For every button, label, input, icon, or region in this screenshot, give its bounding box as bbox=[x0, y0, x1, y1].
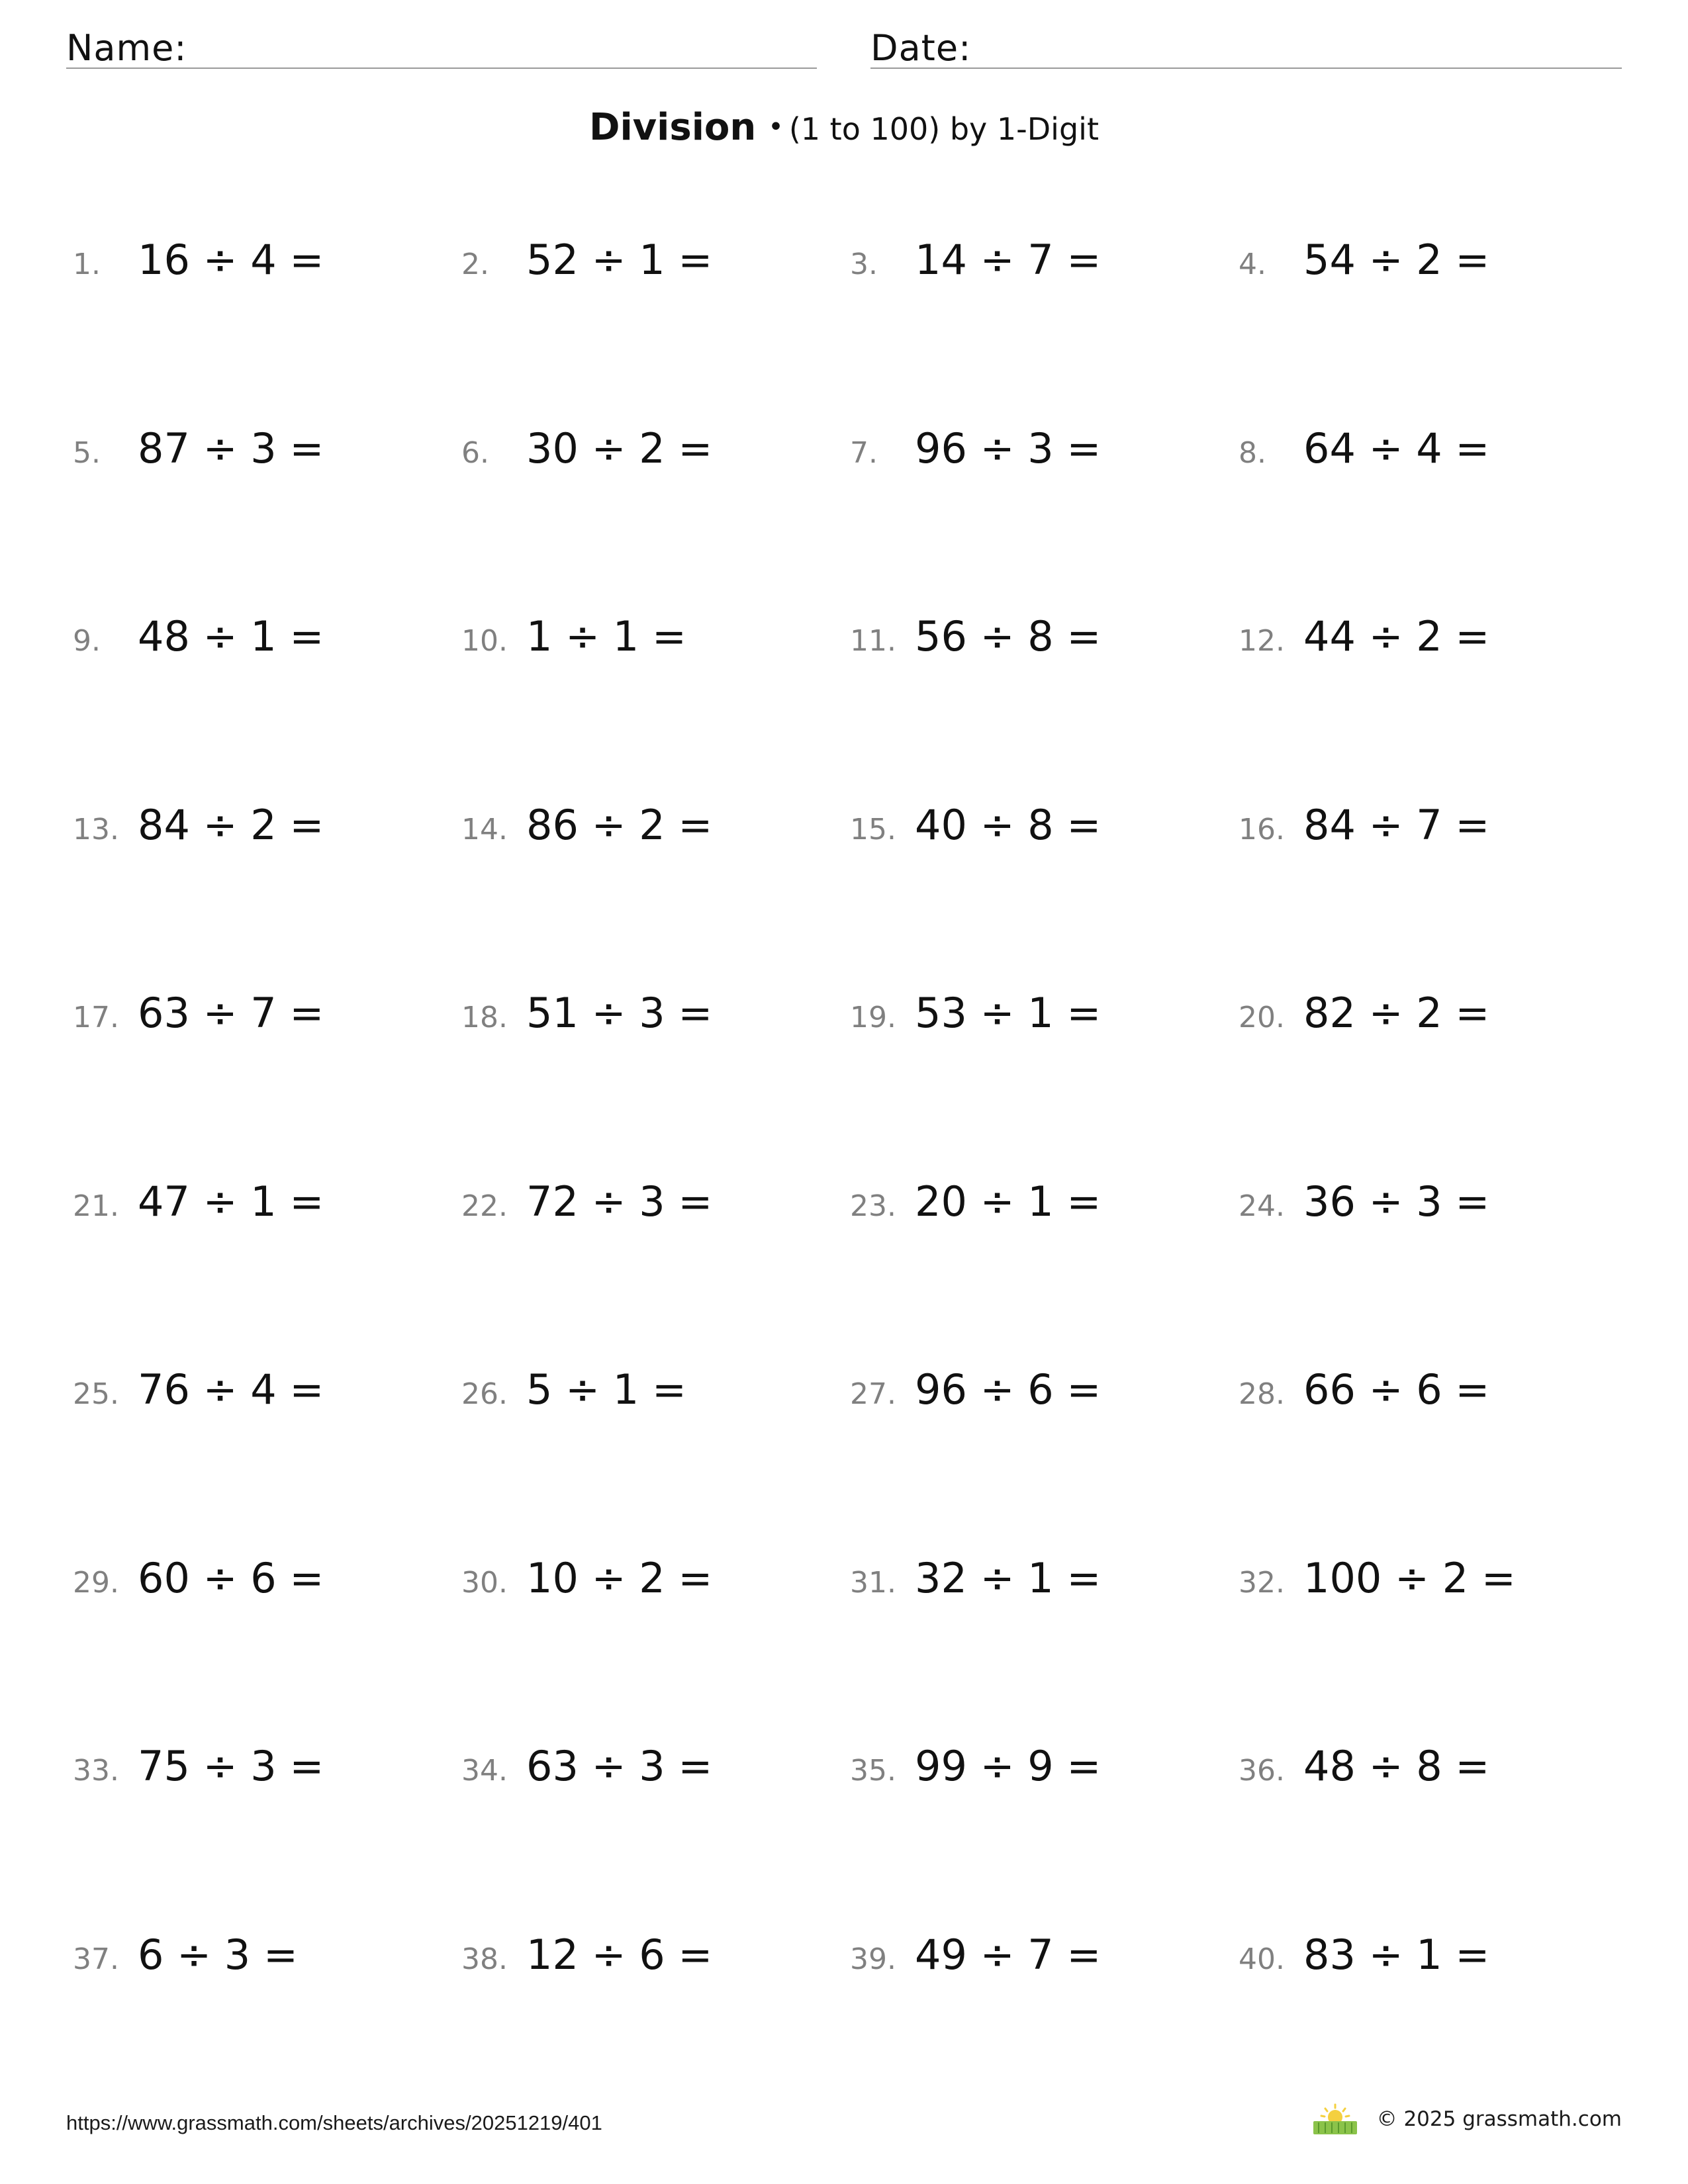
problem-expression: 40 ÷ 8 = bbox=[915, 800, 1102, 849]
problem-expression: 10 ÷ 2 = bbox=[526, 1553, 713, 1602]
problem-expression: 36 ÷ 3 = bbox=[1303, 1177, 1490, 1226]
problem-number: 18. bbox=[461, 1001, 508, 1034]
problem-item bbox=[73, 801, 461, 989]
problem-number: 13. bbox=[73, 812, 119, 846]
problem-number: 29. bbox=[73, 1565, 119, 1600]
problem-expression: 48 ÷ 1 = bbox=[138, 612, 324, 660]
problem-row bbox=[73, 612, 1628, 801]
problem-expression: 32 ÷ 1 = bbox=[915, 1553, 1102, 1602]
problem-expression: 16 ÷ 4 = bbox=[138, 236, 324, 284]
problem-number: 1. bbox=[73, 248, 101, 281]
problem-item bbox=[73, 612, 461, 801]
problem-number: 27. bbox=[850, 1377, 896, 1411]
problem-expression: 99 ÷ 9 = bbox=[915, 1742, 1102, 1790]
problem-item bbox=[850, 1177, 1239, 1366]
problem-number: 12. bbox=[1239, 624, 1285, 658]
problem-item bbox=[461, 1365, 850, 1554]
problem-expression: 20 ÷ 1 = bbox=[915, 1177, 1102, 1226]
problem-item bbox=[850, 1365, 1239, 1554]
problem-item bbox=[1239, 1177, 1627, 1366]
problem-row bbox=[73, 989, 1628, 1177]
problem-item bbox=[850, 1742, 1239, 1931]
problem-row bbox=[73, 1931, 1628, 2119]
footer-url: https://www.grassmath.com/sheets/archives/20251219/401 bbox=[66, 2111, 602, 2134]
footer-copyright: © 2025 grassmath.com bbox=[1376, 2107, 1622, 2131]
problem-row bbox=[73, 1365, 1628, 1554]
problem-expression: 63 ÷ 3 = bbox=[526, 1742, 713, 1790]
problem-expression: 6 ÷ 3 = bbox=[138, 1930, 298, 1979]
problem-number: 11. bbox=[850, 624, 896, 658]
problem-item bbox=[1239, 1365, 1627, 1554]
problem-expression: 12 ÷ 6 = bbox=[526, 1930, 713, 1979]
problem-expression: 96 ÷ 6 = bbox=[915, 1365, 1102, 1414]
problem-item bbox=[850, 1554, 1239, 1743]
problem-expression: 53 ÷ 1 = bbox=[915, 989, 1102, 1037]
problem-number: 38. bbox=[461, 1942, 508, 1976]
problem-expression: 49 ÷ 7 = bbox=[915, 1930, 1102, 1979]
problem-row bbox=[73, 1177, 1628, 1366]
problem-item bbox=[73, 1365, 461, 1554]
problem-item bbox=[1239, 1931, 1627, 2119]
problem-item bbox=[1239, 989, 1627, 1177]
problem-expression: 83 ÷ 1 = bbox=[1303, 1930, 1490, 1979]
problem-number: 10. bbox=[461, 624, 508, 658]
problem-row bbox=[73, 424, 1628, 613]
problem-expression: 1 ÷ 1 = bbox=[526, 612, 686, 660]
problem-item bbox=[1239, 801, 1627, 989]
problem-item bbox=[461, 1554, 850, 1743]
problem-number: 34. bbox=[461, 1754, 508, 1788]
problem-number: 14. bbox=[461, 812, 508, 846]
problem-item bbox=[461, 1177, 850, 1366]
problem-item bbox=[73, 1554, 461, 1743]
problem-number: 9. bbox=[73, 624, 101, 658]
problem-number: 5. bbox=[73, 435, 101, 470]
problem-number: 17. bbox=[73, 1001, 119, 1034]
footer-brand bbox=[1312, 2103, 1622, 2136]
problem-number: 19. bbox=[850, 1001, 896, 1034]
problem-number: 31. bbox=[850, 1565, 896, 1600]
problem-expression: 48 ÷ 8 = bbox=[1303, 1742, 1490, 1790]
problem-number: 3. bbox=[850, 248, 878, 281]
problem-expression: 76 ÷ 4 = bbox=[138, 1365, 324, 1414]
problem-expression: 54 ÷ 2 = bbox=[1303, 236, 1490, 284]
problem-expression: 82 ÷ 2 = bbox=[1303, 989, 1490, 1037]
problem-expression: 5 ÷ 1 = bbox=[526, 1365, 686, 1414]
problem-item bbox=[1239, 1554, 1627, 1743]
problem-expression: 96 ÷ 3 = bbox=[915, 424, 1102, 473]
problem-expression: 100 ÷ 2 = bbox=[1303, 1553, 1516, 1602]
problem-grid bbox=[73, 236, 1628, 2118]
problem-row bbox=[73, 236, 1628, 424]
problem-number: 2. bbox=[461, 248, 489, 281]
problem-expression: 30 ÷ 2 = bbox=[526, 424, 713, 473]
problem-expression: 87 ÷ 3 = bbox=[138, 424, 324, 473]
problem-expression: 86 ÷ 2 = bbox=[526, 800, 713, 849]
problem-number: 33. bbox=[73, 1754, 119, 1788]
problem-item bbox=[850, 236, 1239, 424]
problem-expression: 51 ÷ 3 = bbox=[526, 989, 713, 1037]
problem-number: 35. bbox=[850, 1754, 896, 1788]
problem-item bbox=[850, 424, 1239, 613]
problem-expression: 14 ÷ 7 = bbox=[915, 236, 1102, 284]
problem-expression: 66 ÷ 6 = bbox=[1303, 1365, 1490, 1414]
problem-item bbox=[461, 801, 850, 989]
problem-item bbox=[461, 989, 850, 1177]
problem-expression: 52 ÷ 1 = bbox=[526, 236, 713, 284]
problem-row bbox=[73, 801, 1628, 989]
name-label: Name: bbox=[66, 27, 187, 69]
date-field bbox=[870, 25, 1622, 69]
problem-number: 23. bbox=[850, 1189, 896, 1223]
problem-item bbox=[461, 612, 850, 801]
problem-number: 32. bbox=[1239, 1565, 1285, 1600]
problem-expression: 63 ÷ 7 = bbox=[138, 989, 324, 1037]
grass-sun-logo-icon bbox=[1312, 2103, 1358, 2136]
problem-number: 4. bbox=[1239, 248, 1266, 281]
problem-number: 30. bbox=[461, 1565, 508, 1600]
problem-number: 15. bbox=[850, 812, 896, 846]
problem-item bbox=[461, 424, 850, 613]
problem-expression: 60 ÷ 6 = bbox=[138, 1553, 324, 1602]
problem-number: 20. bbox=[1239, 1001, 1285, 1034]
problem-expression: 56 ÷ 8 = bbox=[915, 612, 1102, 660]
problem-expression: 84 ÷ 7 = bbox=[1303, 800, 1490, 849]
problem-expression: 64 ÷ 4 = bbox=[1303, 424, 1490, 473]
problem-expression: 84 ÷ 2 = bbox=[138, 800, 324, 849]
problem-item bbox=[1239, 236, 1627, 424]
problem-row bbox=[73, 1554, 1628, 1743]
problem-item bbox=[73, 1742, 461, 1931]
problem-item bbox=[461, 1742, 850, 1931]
problem-number: 8. bbox=[1239, 435, 1266, 470]
problem-item bbox=[461, 1931, 850, 2119]
problem-number: 7. bbox=[850, 435, 878, 470]
problem-number: 28. bbox=[1239, 1377, 1285, 1411]
name-field bbox=[66, 25, 817, 69]
problem-number: 6. bbox=[461, 435, 489, 470]
title-bullet: • bbox=[768, 112, 784, 142]
problem-item bbox=[850, 1931, 1239, 2119]
problem-number: 25. bbox=[73, 1377, 119, 1411]
problem-item bbox=[73, 236, 461, 424]
problem-item bbox=[850, 612, 1239, 801]
problem-item bbox=[1239, 1742, 1627, 1931]
problem-item bbox=[850, 801, 1239, 989]
problem-number: 39. bbox=[850, 1942, 896, 1976]
problem-item bbox=[73, 1931, 461, 2119]
problem-item bbox=[1239, 612, 1627, 801]
problem-number: 16. bbox=[1239, 812, 1285, 846]
problem-number: 22. bbox=[461, 1189, 508, 1223]
problem-item bbox=[73, 424, 461, 613]
problem-expression: 72 ÷ 3 = bbox=[526, 1177, 713, 1226]
problem-item bbox=[850, 989, 1239, 1177]
title-subtitle: (1 to 100) by 1-Digit bbox=[788, 111, 1099, 147]
problem-number: 24. bbox=[1239, 1189, 1285, 1223]
problem-expression: 44 ÷ 2 = bbox=[1303, 612, 1490, 660]
problem-row bbox=[73, 1742, 1628, 1931]
worksheet-title bbox=[0, 106, 1688, 149]
problem-number: 21. bbox=[73, 1189, 119, 1223]
title-main: Division bbox=[589, 106, 757, 149]
problem-number: 26. bbox=[461, 1377, 508, 1411]
problem-item bbox=[461, 236, 850, 424]
problem-item bbox=[73, 989, 461, 1177]
problem-number: 40. bbox=[1239, 1942, 1285, 1976]
problem-number: 37. bbox=[73, 1942, 119, 1976]
problem-number: 36. bbox=[1239, 1754, 1285, 1788]
problem-expression: 47 ÷ 1 = bbox=[138, 1177, 324, 1226]
date-label: Date: bbox=[870, 27, 972, 69]
problem-item bbox=[1239, 424, 1627, 613]
problem-item bbox=[73, 1177, 461, 1366]
problem-expression: 75 ÷ 3 = bbox=[138, 1742, 324, 1790]
